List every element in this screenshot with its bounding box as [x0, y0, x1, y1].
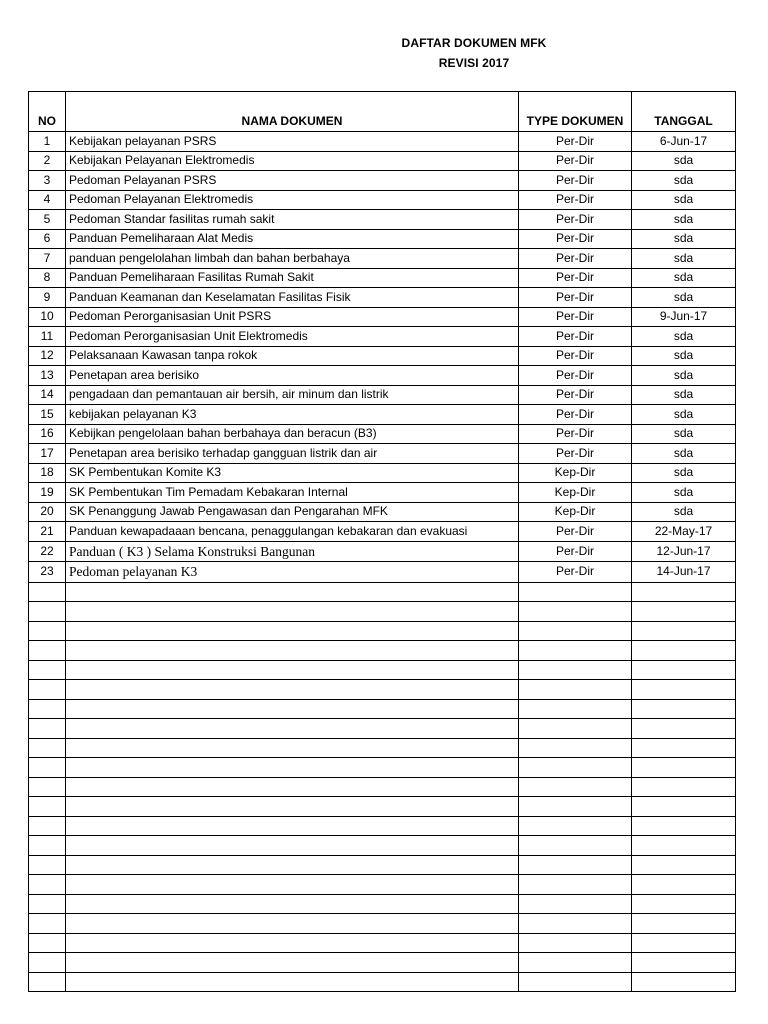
- cell-no: 23: [29, 562, 66, 583]
- empty-cell: [519, 953, 632, 973]
- empty-cell: [66, 855, 519, 875]
- cell-type: Per-Dir: [519, 288, 632, 308]
- cell-name: panduan pengelolahan limbah dan bahan berbahaya: [66, 249, 519, 269]
- empty-cell: [66, 953, 519, 973]
- cell-no: 8: [29, 268, 66, 288]
- empty-table-row: [29, 758, 736, 778]
- column-header-type: TYPE DOKUMEN: [519, 92, 632, 132]
- cell-type: Per-Dir: [519, 268, 632, 288]
- empty-cell: [66, 914, 519, 934]
- cell-name: SK Penanggung Jawab Pengawasan dan Pengarahan MFK: [66, 502, 519, 522]
- table-row: [29, 562, 736, 583]
- empty-cell: [66, 699, 519, 719]
- empty-cell: [632, 660, 736, 680]
- cell-date: sda: [632, 249, 736, 269]
- cell-date: sda: [632, 288, 736, 308]
- empty-cell: [519, 582, 632, 602]
- table-row: [29, 171, 736, 191]
- empty-cell: [632, 738, 736, 758]
- empty-table-row: [29, 621, 736, 641]
- cell-name: SK Pembentukan Komite K3: [66, 463, 519, 483]
- table-row: [29, 366, 736, 386]
- empty-cell: [632, 855, 736, 875]
- cell-date: 6-Jun-17: [632, 132, 736, 152]
- table-row: [29, 327, 736, 347]
- cell-type: Per-Dir: [519, 541, 632, 562]
- cell-name: Pedoman Standar fasilitas rumah sakit: [66, 210, 519, 230]
- empty-cell: [519, 758, 632, 778]
- empty-cell: [66, 660, 519, 680]
- cell-date: 9-Jun-17: [632, 307, 736, 327]
- cell-type: Kep-Dir: [519, 502, 632, 522]
- cell-type: Per-Dir: [519, 444, 632, 464]
- table-row: [29, 385, 736, 405]
- cell-no: 18: [29, 463, 66, 483]
- empty-cell: [29, 836, 66, 856]
- empty-cell: [29, 953, 66, 973]
- empty-cell: [66, 875, 519, 895]
- cell-type: Kep-Dir: [519, 483, 632, 503]
- empty-table-row: [29, 875, 736, 895]
- empty-table-row: [29, 602, 736, 622]
- empty-cell: [29, 933, 66, 953]
- cell-name: Panduan Pemeliharaan Alat Medis: [66, 229, 519, 249]
- cell-date: 12-Jun-17: [632, 541, 736, 562]
- cell-name: Panduan ( K3 ) Selama Konstruksi Bangunan: [66, 541, 519, 562]
- cell-type: Kep-Dir: [519, 463, 632, 483]
- table-row: [29, 210, 736, 230]
- table-row: [29, 444, 736, 464]
- cell-type: Per-Dir: [519, 366, 632, 386]
- cell-no: 12: [29, 346, 66, 366]
- cell-no: 11: [29, 327, 66, 347]
- cell-date: 14-Jun-17: [632, 562, 736, 583]
- empty-cell: [519, 699, 632, 719]
- empty-cell: [632, 621, 736, 641]
- document-title: DAFTAR DOKUMEN MFK: [401, 36, 547, 50]
- cell-type: Per-Dir: [519, 307, 632, 327]
- empty-cell: [66, 641, 519, 661]
- cell-date: sda: [632, 483, 736, 503]
- empty-table-row: [29, 933, 736, 953]
- cell-no: 1: [29, 132, 66, 152]
- table-row: [29, 307, 736, 327]
- cell-type: Per-Dir: [519, 327, 632, 347]
- empty-cell: [29, 582, 66, 602]
- empty-cell: [29, 738, 66, 758]
- cell-type: Per-Dir: [519, 190, 632, 210]
- cell-no: 3: [29, 171, 66, 191]
- empty-cell: [29, 894, 66, 914]
- cell-date: sda: [632, 463, 736, 483]
- empty-cell: [519, 621, 632, 641]
- cell-type: Per-Dir: [519, 229, 632, 249]
- empty-cell: [519, 602, 632, 622]
- empty-cell: [632, 953, 736, 973]
- empty-table-row: [29, 719, 736, 739]
- empty-cell: [29, 777, 66, 797]
- table-row: [29, 502, 736, 522]
- empty-cell: [66, 621, 519, 641]
- empty-cell: [632, 914, 736, 934]
- cell-name: Pedoman Pelayanan Elektromedis: [66, 190, 519, 210]
- cell-date: sda: [632, 327, 736, 347]
- empty-cell: [66, 816, 519, 836]
- table-row: [29, 190, 736, 210]
- document-list-table: [28, 91, 736, 992]
- cell-date: 22-May-17: [632, 522, 736, 542]
- empty-table-row: [29, 953, 736, 973]
- table-row: [29, 541, 736, 562]
- empty-cell: [519, 816, 632, 836]
- empty-cell: [519, 855, 632, 875]
- cell-type: Per-Dir: [519, 562, 632, 583]
- empty-cell: [29, 641, 66, 661]
- cell-name: Pedoman Pelayanan PSRS: [66, 171, 519, 191]
- empty-cell: [632, 582, 736, 602]
- cell-no: 21: [29, 522, 66, 542]
- table-row: [29, 268, 736, 288]
- empty-cell: [66, 758, 519, 778]
- empty-cell: [519, 914, 632, 934]
- empty-cell: [66, 738, 519, 758]
- empty-cell: [519, 680, 632, 700]
- table-row: [29, 249, 736, 269]
- empty-cell: [632, 933, 736, 953]
- empty-cell: [66, 972, 519, 992]
- table-body: [29, 132, 736, 992]
- empty-table-row: [29, 660, 736, 680]
- empty-cell: [29, 602, 66, 622]
- cell-name: Panduan Keamanan dan Keselamatan Fasilitas Fisik: [66, 288, 519, 308]
- empty-table-row: [29, 797, 736, 817]
- empty-table-row: [29, 855, 736, 875]
- cell-date: sda: [632, 424, 736, 444]
- table-header: [29, 92, 736, 132]
- table-row: [29, 405, 736, 425]
- cell-type: Per-Dir: [519, 405, 632, 425]
- empty-cell: [66, 836, 519, 856]
- cell-no: 17: [29, 444, 66, 464]
- cell-no: 19: [29, 483, 66, 503]
- cell-no: 5: [29, 210, 66, 230]
- cell-type: Per-Dir: [519, 249, 632, 269]
- empty-cell: [519, 719, 632, 739]
- column-header-no: NO: [29, 92, 66, 132]
- document-subtitle: REVISI 2017: [438, 56, 510, 70]
- cell-name: kebijakan pelayanan K3: [66, 405, 519, 425]
- cell-type: Per-Dir: [519, 424, 632, 444]
- empty-cell: [632, 719, 736, 739]
- cell-name: Pelaksanaan Kawasan tanpa rokok: [66, 346, 519, 366]
- cell-date: sda: [632, 366, 736, 386]
- cell-no: 13: [29, 366, 66, 386]
- empty-cell: [632, 777, 736, 797]
- table-row: [29, 424, 736, 444]
- table-row: [29, 151, 736, 171]
- cell-name: pengadaan dan pemantauan air bersih, air minum dan listrik: [66, 385, 519, 405]
- table-row: [29, 522, 736, 542]
- cell-type: Per-Dir: [519, 171, 632, 191]
- empty-cell: [519, 972, 632, 992]
- empty-cell: [66, 582, 519, 602]
- empty-cell: [66, 933, 519, 953]
- empty-table-row: [29, 641, 736, 661]
- empty-cell: [632, 641, 736, 661]
- empty-table-row: [29, 699, 736, 719]
- table-header-row: [29, 92, 736, 132]
- empty-table-row: [29, 777, 736, 797]
- column-header-name: NAMA DOKUMEN: [66, 92, 519, 132]
- table-row: [29, 229, 736, 249]
- cell-no: 7: [29, 249, 66, 269]
- cell-name: Panduan Pemeliharaan Fasilitas Rumah Sakit: [66, 268, 519, 288]
- empty-cell: [66, 680, 519, 700]
- empty-table-row: [29, 738, 736, 758]
- table-row: [29, 346, 736, 366]
- empty-cell: [519, 836, 632, 856]
- empty-cell: [519, 641, 632, 661]
- cell-date: sda: [632, 444, 736, 464]
- cell-no: 4: [29, 190, 66, 210]
- cell-name: Pedoman pelayanan K3: [66, 562, 519, 583]
- document-header: [0, 33, 768, 73]
- cell-date: sda: [632, 268, 736, 288]
- cell-name: Panduan kewapadaaan bencana, penaggulangan kebakaran dan evakuasi: [66, 522, 519, 542]
- cell-type: Per-Dir: [519, 151, 632, 171]
- cell-name: Pedoman Perorganisasian Unit Elektromedis: [66, 327, 519, 347]
- table-row: [29, 288, 736, 308]
- empty-cell: [632, 758, 736, 778]
- empty-cell: [29, 855, 66, 875]
- empty-cell: [519, 894, 632, 914]
- empty-cell: [632, 680, 736, 700]
- empty-cell: [66, 797, 519, 817]
- empty-cell: [29, 797, 66, 817]
- cell-no: 6: [29, 229, 66, 249]
- cell-date: sda: [632, 171, 736, 191]
- table-row: [29, 132, 736, 152]
- column-header-date: TANGGAL: [632, 92, 736, 132]
- empty-table-row: [29, 816, 736, 836]
- cell-date: sda: [632, 151, 736, 171]
- empty-cell: [632, 836, 736, 856]
- cell-name: Pedoman Perorganisasian Unit PSRS: [66, 307, 519, 327]
- cell-no: 15: [29, 405, 66, 425]
- cell-date: sda: [632, 210, 736, 230]
- cell-no: 14: [29, 385, 66, 405]
- empty-cell: [632, 797, 736, 817]
- cell-date: sda: [632, 190, 736, 210]
- empty-cell: [66, 894, 519, 914]
- empty-cell: [519, 875, 632, 895]
- empty-cell: [519, 738, 632, 758]
- cell-type: Per-Dir: [519, 346, 632, 366]
- cell-no: 20: [29, 502, 66, 522]
- empty-cell: [29, 914, 66, 934]
- cell-no: 2: [29, 151, 66, 171]
- empty-cell: [29, 660, 66, 680]
- empty-cell: [29, 758, 66, 778]
- cell-date: sda: [632, 405, 736, 425]
- cell-name: Kebijkan pengelolaan bahan berbahaya dan beracun (B3): [66, 424, 519, 444]
- empty-cell: [29, 719, 66, 739]
- empty-cell: [519, 797, 632, 817]
- empty-table-row: [29, 836, 736, 856]
- empty-cell: [632, 602, 736, 622]
- empty-cell: [29, 699, 66, 719]
- empty-cell: [519, 660, 632, 680]
- cell-no: 9: [29, 288, 66, 308]
- table-row: [29, 483, 736, 503]
- cell-date: sda: [632, 385, 736, 405]
- empty-cell: [29, 816, 66, 836]
- empty-table-row: [29, 582, 736, 602]
- empty-cell: [632, 875, 736, 895]
- empty-table-row: [29, 894, 736, 914]
- empty-cell: [632, 699, 736, 719]
- empty-cell: [519, 777, 632, 797]
- empty-cell: [29, 875, 66, 895]
- empty-cell: [29, 680, 66, 700]
- cell-no: 16: [29, 424, 66, 444]
- empty-cell: [29, 621, 66, 641]
- empty-table-row: [29, 972, 736, 992]
- cell-date: sda: [632, 502, 736, 522]
- cell-date: sda: [632, 229, 736, 249]
- empty-cell: [632, 816, 736, 836]
- cell-name: Kebijakan Pelayanan Elektromedis: [66, 151, 519, 171]
- empty-table-row: [29, 680, 736, 700]
- table-row: [29, 463, 736, 483]
- cell-name: Penetapan area berisiko: [66, 366, 519, 386]
- empty-cell: [66, 719, 519, 739]
- cell-no: 10: [29, 307, 66, 327]
- empty-cell: [632, 894, 736, 914]
- cell-type: Per-Dir: [519, 385, 632, 405]
- empty-cell: [66, 777, 519, 797]
- cell-type: Per-Dir: [519, 132, 632, 152]
- cell-date: sda: [632, 346, 736, 366]
- cell-type: Per-Dir: [519, 210, 632, 230]
- cell-name: Penetapan area berisiko terhadap gangguan listrik dan air: [66, 444, 519, 464]
- empty-cell: [29, 972, 66, 992]
- cell-name: SK Pembentukan Tim Pemadam Kebakaran Internal: [66, 483, 519, 503]
- cell-name: Kebijakan pelayanan PSRS: [66, 132, 519, 152]
- empty-cell: [66, 602, 519, 622]
- cell-type: Per-Dir: [519, 522, 632, 542]
- empty-table-row: [29, 914, 736, 934]
- empty-cell: [632, 972, 736, 992]
- cell-no: 22: [29, 541, 66, 562]
- empty-cell: [519, 933, 632, 953]
